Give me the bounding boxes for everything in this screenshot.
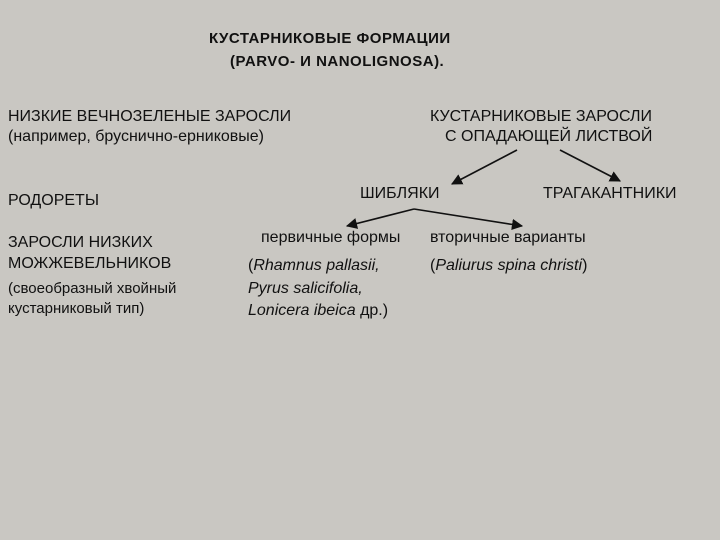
- shiblyaki-label: ШИБЛЯКИ: [360, 185, 440, 202]
- primary-species-1-name: Rhamnus pallasii,: [253, 257, 380, 274]
- arrow-to-tragakantniki: [560, 150, 620, 181]
- primary-species-1: (Rhamnus pallasii,: [248, 257, 380, 274]
- arrow-to-primary-forms: [347, 209, 414, 226]
- primary-species-suffix: др.): [355, 302, 389, 319]
- evergreen-heading: НИЗКИЕ ВЕЧНОЗЕЛЕНЫЕ ЗАРОСЛИ: [8, 108, 292, 125]
- primary-forms-label: первичные формы: [261, 229, 401, 246]
- rodorety-label: РОДОРЕТЫ: [8, 192, 99, 209]
- deciduous-heading-2: С ОПАДАЮЩЕЙ ЛИСТВОЙ: [445, 128, 653, 145]
- primary-species-2: Pyrus salicifolia,: [248, 280, 363, 297]
- juniper-heading-1: ЗАРОСЛИ НИЗКИХ: [8, 234, 153, 251]
- title-line-2: (PARVO- И NANOLIGNOSA).: [230, 53, 445, 70]
- evergreen-example: (например, бруснично-ерниковые): [8, 128, 264, 145]
- juniper-heading-2: МОЖЖЕВЕЛЬНИКОВ: [8, 255, 172, 272]
- secondary-variants-label: вторичные варианты: [430, 229, 586, 246]
- deciduous-heading: КУСТАРНИКОВЫЕ ЗАРОСЛИ: [430, 108, 652, 125]
- arrow-to-secondary-variants: [414, 209, 522, 226]
- secondary-species: (Paliurus spina christi): [430, 257, 588, 274]
- juniper-note-1: (своеобразный хвойный: [8, 280, 177, 297]
- tragakantniki-label: ТРАГАКАНТНИКИ: [543, 185, 677, 202]
- arrow-to-shiblyaki: [452, 150, 517, 184]
- secondary-species-name: Paliurus spina christi: [435, 257, 583, 274]
- juniper-note-2: кустарниковый тип): [8, 300, 145, 317]
- title-line-1: КУСТАРНИКОВЫЕ ФОРМАЦИИ: [209, 30, 451, 47]
- primary-species-3-name: Lonicera ibeica: [248, 302, 356, 319]
